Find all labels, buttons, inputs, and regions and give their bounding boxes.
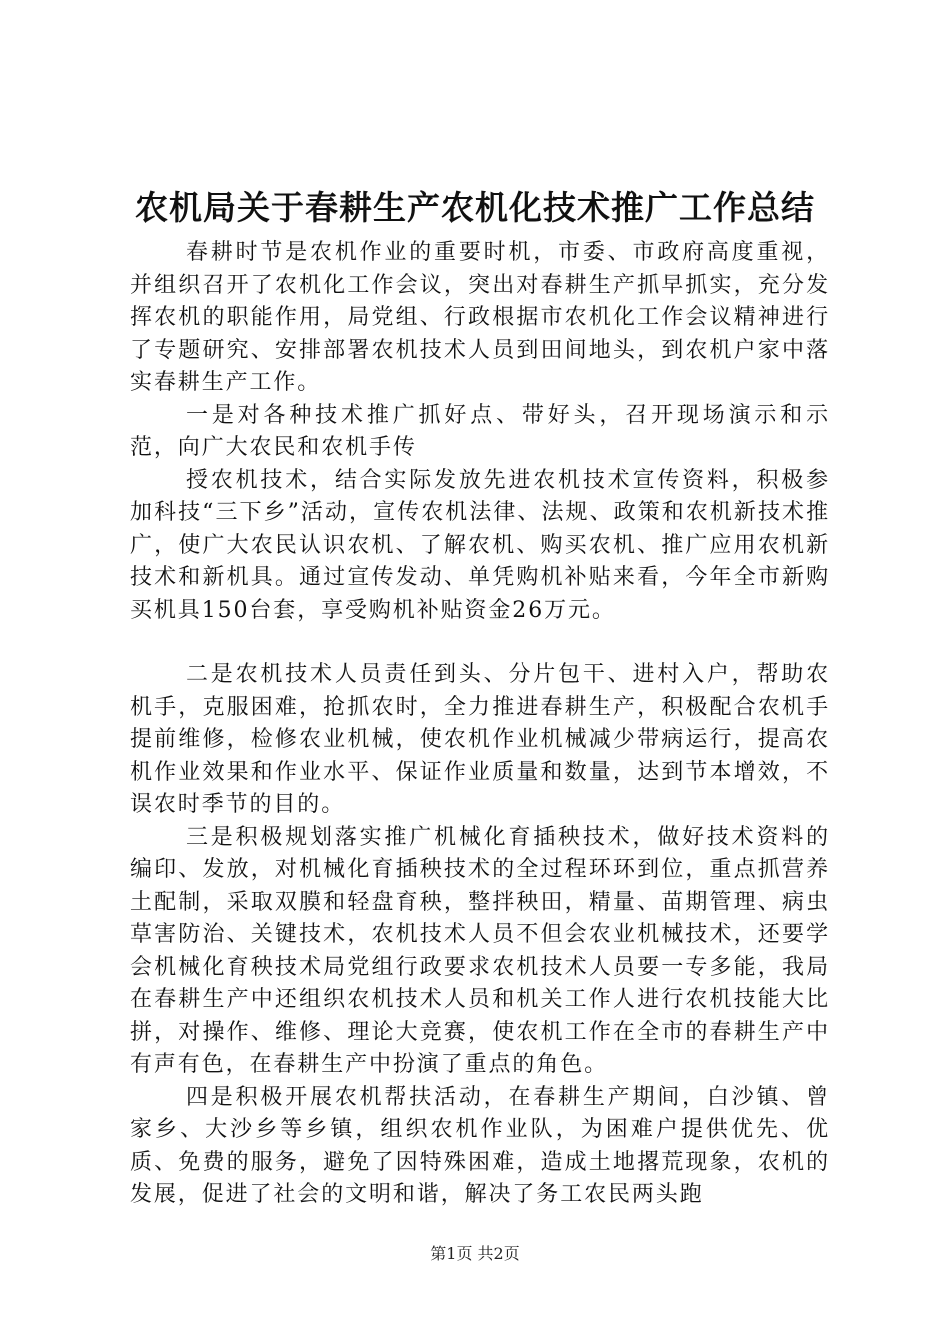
paragraph-point-one-continued: 授农机技术，结合实际发放先进农机技术宣传资料，积极参加科技“三下乡”活动，宣传农机法律、法规、政策和农机新技术推广，使广大农民认识农机、了解农机、购买农机、推广应用农机新技术和新机具。通过宣传发动、单凭购机补贴来看，今年全市新购买机具150台套，享受购机补贴资金26万元。 [130, 467, 830, 623]
document-title: 农机局关于春耕生产农机化技术推广工作总结 [135, 188, 815, 227]
paragraph-point-two: 二是农机技术人员责任到头、分片包干、进村入户，帮助农机手，克服困难，抢抓农时，全力推进春耕生产，积极配合农机手提前维修，检修农业机械，使农机作业机械减少带病运行，提高农机作业效果和作业水平、保证作业质量和数量，达到节本增效，不误农时季节的目的。 [130, 662, 830, 817]
paragraph-intro: 春耕时节是农机作业的重要时机，市委、市政府高度重视，并组织召开了农机化工作会议，突出对春耕生产抓早抓实，充分发挥农机的职能作用，局党组、行政根据市农机化工作会议精神进行了专题研究、安排部署农机技术人员到田间地头，到农机户家中落实春耕生产工作。 [130, 240, 830, 395]
paragraph-point-three: 三是积极规划落实推广机械化育插秧技术，做好技术资料的编印、发放，对机械化育插秧技术的全过程环环到位，重点抓营养土配制，采取双膜和轻盘育秧，整拌秧田，精量、苗期管理、病虫草害防治、关键技术，农机技术人员不但会农业机械技术，还要学会机械化育秧技术局党组行政要求农机技术人员要一专多能，我局在春耕生产中还组织农机技术人员和机关工作人进行农机技能大比拼，对操作、维修、理论大竞赛，使农机工作在全市的春耕生产中有声有色，在春耕生产中扮演了重点的角色。 [130, 824, 830, 1077]
paragraph-point-four: 四是积极开展农机帮扶活动，在春耕生产期间，白沙镇、曾家乡、大沙乡等乡镇，组织农机作业队，为困难户提供优先、优质、免费的服务，避免了因特殊困难，造成土地撂荒现象，农机的发展，促进了社会的文明和谐，解决了务工农民两头跑 [130, 1084, 830, 1207]
page-number-footer: 第1页 共2页 [430, 1244, 520, 1263]
document-body [130, 237, 830, 1212]
paragraph-point-one: 一是对各种技术推广抓好点、带好头，召开现场演示和示范，向广大农民和农机手传 [130, 402, 830, 460]
